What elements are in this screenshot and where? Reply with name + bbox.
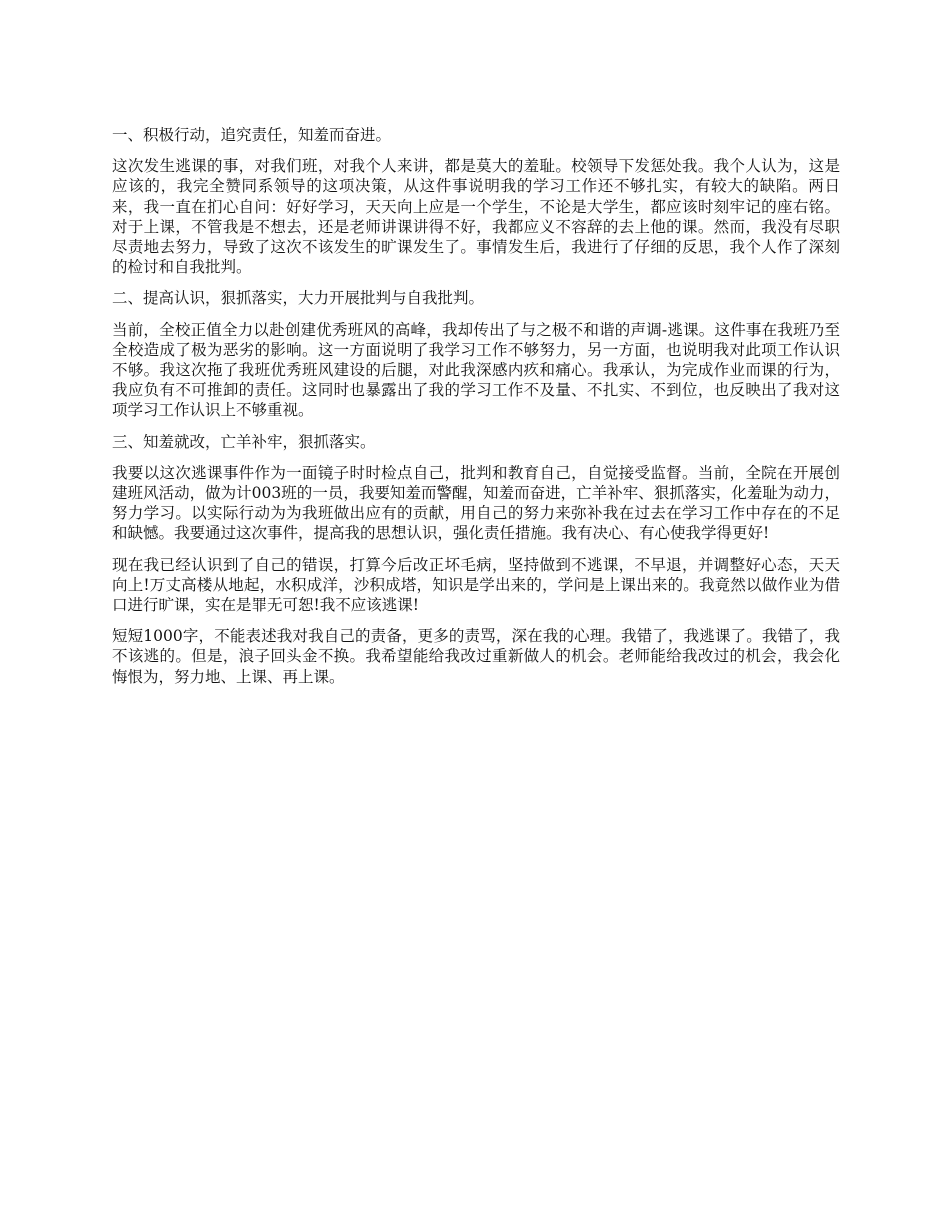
paragraph-3: 我要以这次逃课事件作为一面镜子时时检点自己，批判和教育自己，自觉接受监督。当前，全院在开展创建班风活动，做为计003班的一员，我要知羞而警醒，知羞而奋进，亡羊补牢、狠抓落实，化羞耻为动力，努力学习。以实际行动为为我班做出应有的贡献，用自己的努力来弥补我在过去在学习工作中存在的不足和缺憾。我要通过这次事件，提高我的思想认识，强化责任措施。我有决心、有心使我学得更好!: [112, 463, 840, 543]
paragraph-4: 现在我已经认识到了自己的错误，打算今后改正坏毛病，坚持做到不逃课，不早退，并调整好心态，天天向上!万丈高楼从地起，水积成洋，沙积成塔，知识是学出来的，学问是上课出来的。我竟然以做作业为借口进行旷课，实在是罪无可恕!我不应该逃课!: [112, 555, 840, 615]
section-heading-1: 一、积极行动，追究责任，知羞而奋进。: [112, 126, 392, 144]
paragraph-2: 当前，全校正值全力以赴创建优秀班风的高峰，我却传出了与之极不和谐的声调-逃课。这件事在我班乃至全校造成了极为恶劣的影响。这一方面说明了我学习工作不够努力，另一方面，也说明我对此项工作认识不够。我这次拖了我班优秀班风建设的后腿，对此我深感内疚和痛心。我承认，为完成作业而课的行为，我应负有不可推卸的责任。这同时也暴露出了我的学习工作不及量、不扎实、不到位，也反映出了我对这项学习工作认识上不够重视。: [112, 320, 840, 420]
section-heading-3: 三、知羞就改，亡羊补牢，狠抓落实。: [112, 432, 376, 451]
document-body: [112, 125, 840, 698]
paragraph-1: 这次发生逃课的事，对我们班，对我个人来讲，都是莫大的羞耻。校领导下发惩处我。我个人认为，这是应该的，我完全赞同系领导的这项决策，从这件事说明我的学习工作还不够扎实，有较大的缺陷。两日来，我一直在扪心自问：好好学习，天天向上应是一个学生，不论是大学生，都应该时刻牢记的座右铭。对于上课，不管我是不想去，还是老师讲课讲得不好，我都应义不容辞的去上他的课。然而，我没有尽职尽责地去努力，导致了这次不该发生的旷课发生了。事情发生后，我进行了仔细的反思，我个人作了深刻的检讨和自我批判。: [112, 157, 840, 277]
paragraph-5: 短短1000字，不能表述我对我自己的责备，更多的责骂，深在我的心理。我错了，我逃课了。我错了，我不该逃的。但是，浪子回头金不换。我希望能给我改过重新做人的机会。老师能给我改过的机会，我会化悔恨为，努力地、上课、再上课。: [112, 627, 840, 686]
section-heading-2: 二、提高认识，狠抓落实，大力开展批判与自我批判。: [112, 289, 485, 308]
